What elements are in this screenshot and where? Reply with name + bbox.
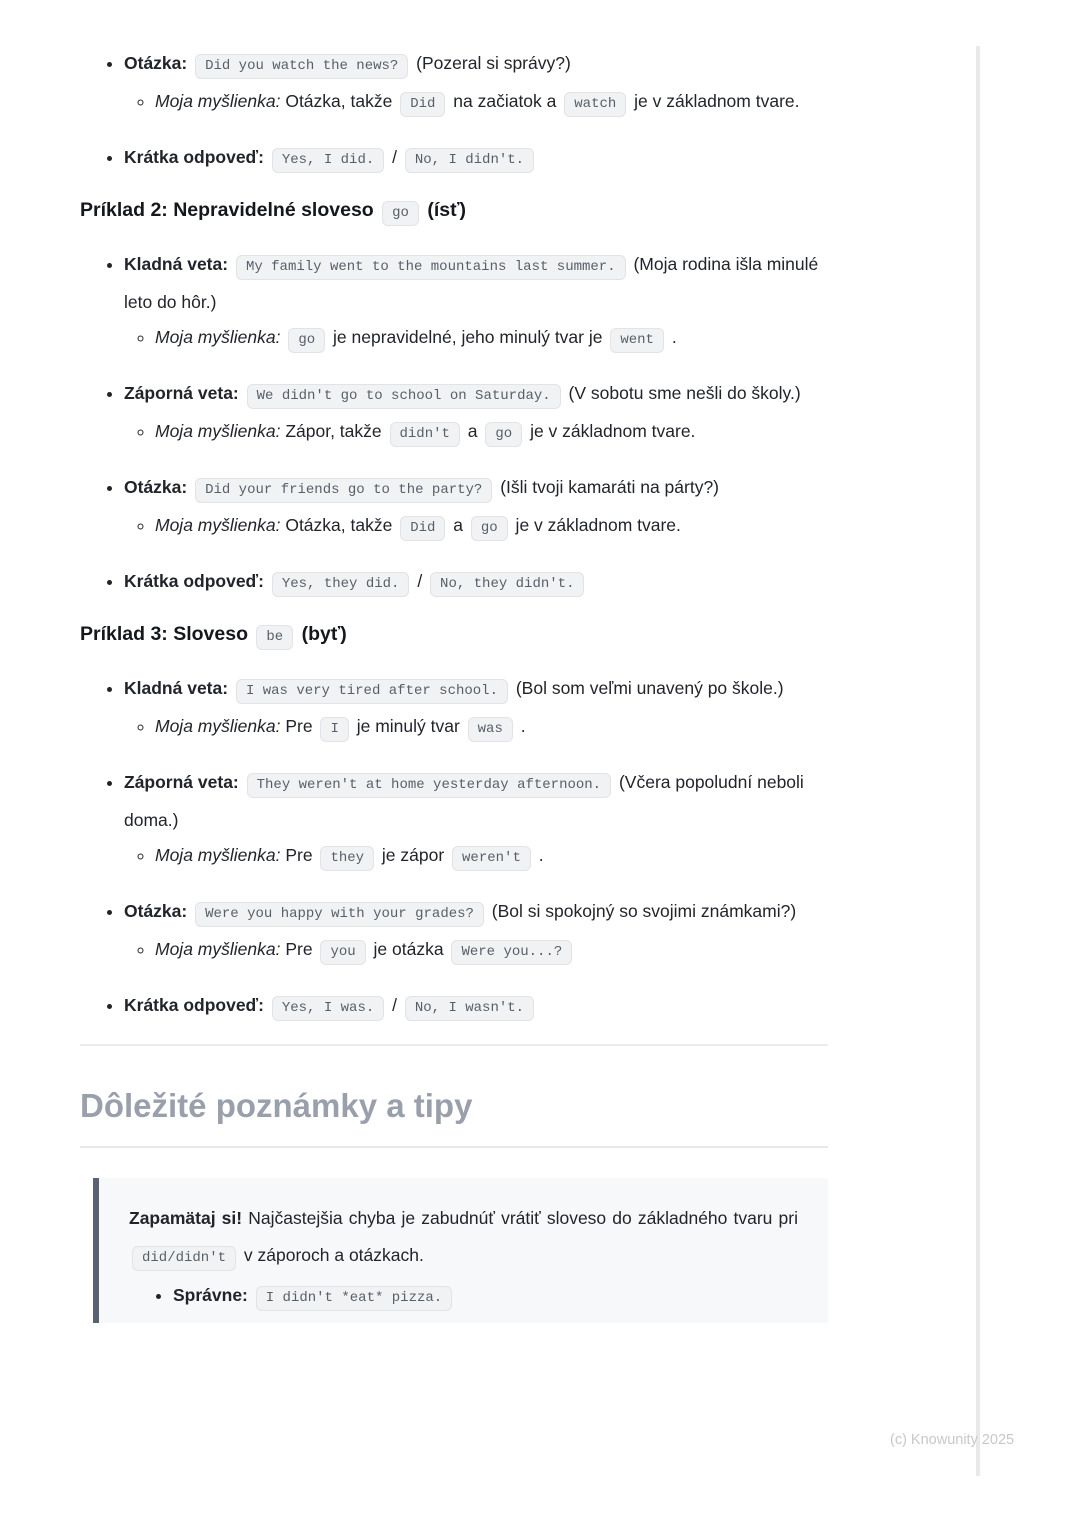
- code-chip: I didn't *eat* pizza.: [256, 1286, 452, 1311]
- callout-text: [129, 1200, 798, 1277]
- text-run: Príklad 2: Nepravidelné sloveso: [80, 199, 380, 221]
- list-item: [124, 376, 828, 452]
- code-chip: I was very tired after school.: [236, 679, 508, 704]
- code-chip: Were you happy with your grades?: [195, 902, 484, 927]
- text-run: je minulý tvar: [351, 716, 465, 736]
- sub-bullet-list: [124, 320, 828, 358]
- text-run: Zápor, takže: [280, 421, 387, 441]
- document-body: [80, 46, 828, 1323]
- text-run: .: [533, 845, 544, 865]
- code-chip: didn't: [390, 422, 460, 447]
- bullet-list: [80, 46, 828, 178]
- code-chip: No, I didn't.: [405, 148, 534, 173]
- code-chip: did/didn't: [132, 1246, 236, 1271]
- text-run: Pre: [280, 939, 318, 959]
- code-chip: go: [288, 328, 325, 353]
- text-run: je v základnom tvare.: [510, 515, 681, 535]
- text-run: je zápor: [377, 845, 450, 865]
- code-chip: I: [320, 717, 348, 742]
- page-right-border: [976, 46, 980, 1476]
- code-chip: go: [485, 422, 522, 447]
- list-item: [124, 564, 828, 602]
- bold-label: Záporná veta:: [124, 772, 244, 792]
- sub-list-item: [155, 838, 828, 876]
- sub-list-item: [155, 84, 828, 122]
- bullet-list: [80, 247, 828, 602]
- sub-bullet-list: [124, 932, 828, 970]
- sub-list-item: [155, 508, 828, 546]
- text-run: [280, 327, 285, 347]
- callout-box: [93, 1178, 828, 1323]
- code-chip: They weren't at home yesterday afternoon.: [247, 773, 611, 798]
- list-item: [124, 470, 828, 546]
- code-chip: be: [256, 625, 293, 650]
- text-run: Najčastejšia chyba je zabudnúť vrátiť sloveso do základného tvaru pri: [242, 1208, 798, 1228]
- list-item: [124, 140, 828, 178]
- list-item: [124, 988, 828, 1026]
- text-run: (Bol si spokojný so svojimi známkami?): [486, 901, 797, 921]
- list-item: [124, 671, 828, 747]
- text-run: (Bol som veľmi unavený po škole.): [510, 678, 784, 698]
- code-chip: No, they didn't.: [430, 572, 584, 597]
- text-run: /: [412, 571, 428, 591]
- text-run: Otázka, takže: [280, 91, 398, 111]
- text-run: a: [462, 421, 483, 441]
- text-run: (byť): [296, 623, 347, 645]
- sub-bullet-list: [124, 84, 828, 122]
- code-chip: Did: [400, 516, 445, 541]
- italic-label: Moja myšlienka:: [155, 845, 281, 865]
- text-run: (Moja rodina išla minulé leto do hôr.): [124, 254, 819, 312]
- bold-label: Správne:: [173, 1285, 253, 1305]
- code-chip: Yes, they did.: [272, 572, 410, 597]
- text-run: Pre: [280, 716, 318, 736]
- italic-label: Moja myšlienka:: [155, 91, 281, 111]
- sub-list-item: [155, 709, 828, 747]
- text-run: (ísť): [421, 199, 466, 221]
- text-run: (Včera popoludní neboli doma.): [124, 772, 804, 830]
- bold-label: Otázka:: [124, 477, 193, 497]
- sub-bullet-list: [124, 414, 828, 452]
- code-chip: Did you watch the news?: [195, 54, 408, 79]
- code-chip: We didn't go to school on Saturday.: [247, 384, 561, 409]
- italic-label: Moja myšlienka:: [155, 716, 281, 736]
- code-chip: weren't: [452, 846, 531, 871]
- text-run: /: [387, 147, 402, 167]
- italic-label: Moja myšlienka:: [155, 421, 281, 441]
- italic-label: Moja myšlienka:: [155, 327, 281, 347]
- divider: [80, 1044, 828, 1046]
- code-chip: Were you...?: [451, 940, 572, 965]
- list-item: [124, 765, 828, 876]
- bold-label: Zapamätaj si!: [129, 1208, 243, 1228]
- text-run: .: [666, 327, 677, 347]
- text-run: na začiatok a: [448, 91, 562, 111]
- list-item: [124, 247, 828, 358]
- callout-list-item: [173, 1277, 798, 1317]
- code-chip: My family went to the mountains last summer.: [236, 255, 626, 280]
- text-run: /: [387, 995, 402, 1015]
- text-run: je otázka: [368, 939, 449, 959]
- italic-label: Moja myšlienka:: [155, 515, 281, 535]
- code-chip: Did: [400, 92, 445, 117]
- bold-label: Otázka:: [124, 901, 193, 921]
- section-title: Dôležité poznámky a tipy: [80, 1086, 828, 1148]
- text-run: (V sobotu sme nešli do školy.): [563, 383, 801, 403]
- text-run: je v základnom tvare.: [525, 421, 696, 441]
- sub-bullet-list: [124, 709, 828, 747]
- sub-bullet-list: [124, 508, 828, 546]
- bold-label: Kladná veta:: [124, 678, 233, 698]
- code-chip: they: [320, 846, 374, 871]
- sub-bullet-list: [124, 838, 828, 876]
- code-chip: No, I wasn't.: [405, 996, 534, 1021]
- code-chip: Yes, I was.: [272, 996, 384, 1021]
- list-item: [124, 894, 828, 970]
- code-chip: Yes, I did.: [272, 148, 384, 173]
- list-item: [124, 46, 828, 122]
- code-chip: was: [468, 717, 513, 742]
- text-run: je nepravidelné, jeho minulý tvar je: [328, 327, 608, 347]
- text-run: a: [448, 515, 468, 535]
- code-chip: you: [320, 940, 365, 965]
- example-heading: [80, 620, 828, 651]
- text-run: (Pozeral si správy?): [411, 53, 571, 73]
- sub-list-item: [155, 932, 828, 970]
- text-run: Otázka, takže: [280, 515, 398, 535]
- bullet-list: [80, 671, 828, 1026]
- bold-label: Krátka odpoveď:: [124, 995, 269, 1015]
- code-chip: Did your friends go to the party?: [195, 478, 492, 503]
- italic-label: Moja myšlienka:: [155, 939, 281, 959]
- text-run: je v základnom tvare.: [629, 91, 800, 111]
- code-chip: go: [471, 516, 508, 541]
- text-run: .: [515, 716, 526, 736]
- bold-label: Krátka odpoveď:: [124, 571, 269, 591]
- text-run: Príklad 3: Sloveso: [80, 623, 254, 645]
- bold-label: Krátka odpoveď:: [124, 147, 269, 167]
- bullet-list: [129, 1277, 798, 1317]
- text-run: (Išli tvoji kamaráti na párty?): [495, 477, 720, 497]
- example-heading: [80, 196, 828, 227]
- sub-list-item: [155, 320, 828, 358]
- text-run: Pre: [280, 845, 318, 865]
- code-chip: went: [610, 328, 664, 353]
- watermark-text: (c) Knowunity 2025: [890, 1432, 1015, 1448]
- sub-list-item: [155, 414, 828, 452]
- bold-label: Otázka:: [124, 53, 193, 73]
- code-chip: watch: [564, 92, 626, 117]
- bold-label: Záporná veta:: [124, 383, 244, 403]
- code-chip: go: [382, 201, 419, 226]
- bold-label: Kladná veta:: [124, 254, 233, 274]
- text-run: v záporoch a otázkach.: [239, 1245, 424, 1265]
